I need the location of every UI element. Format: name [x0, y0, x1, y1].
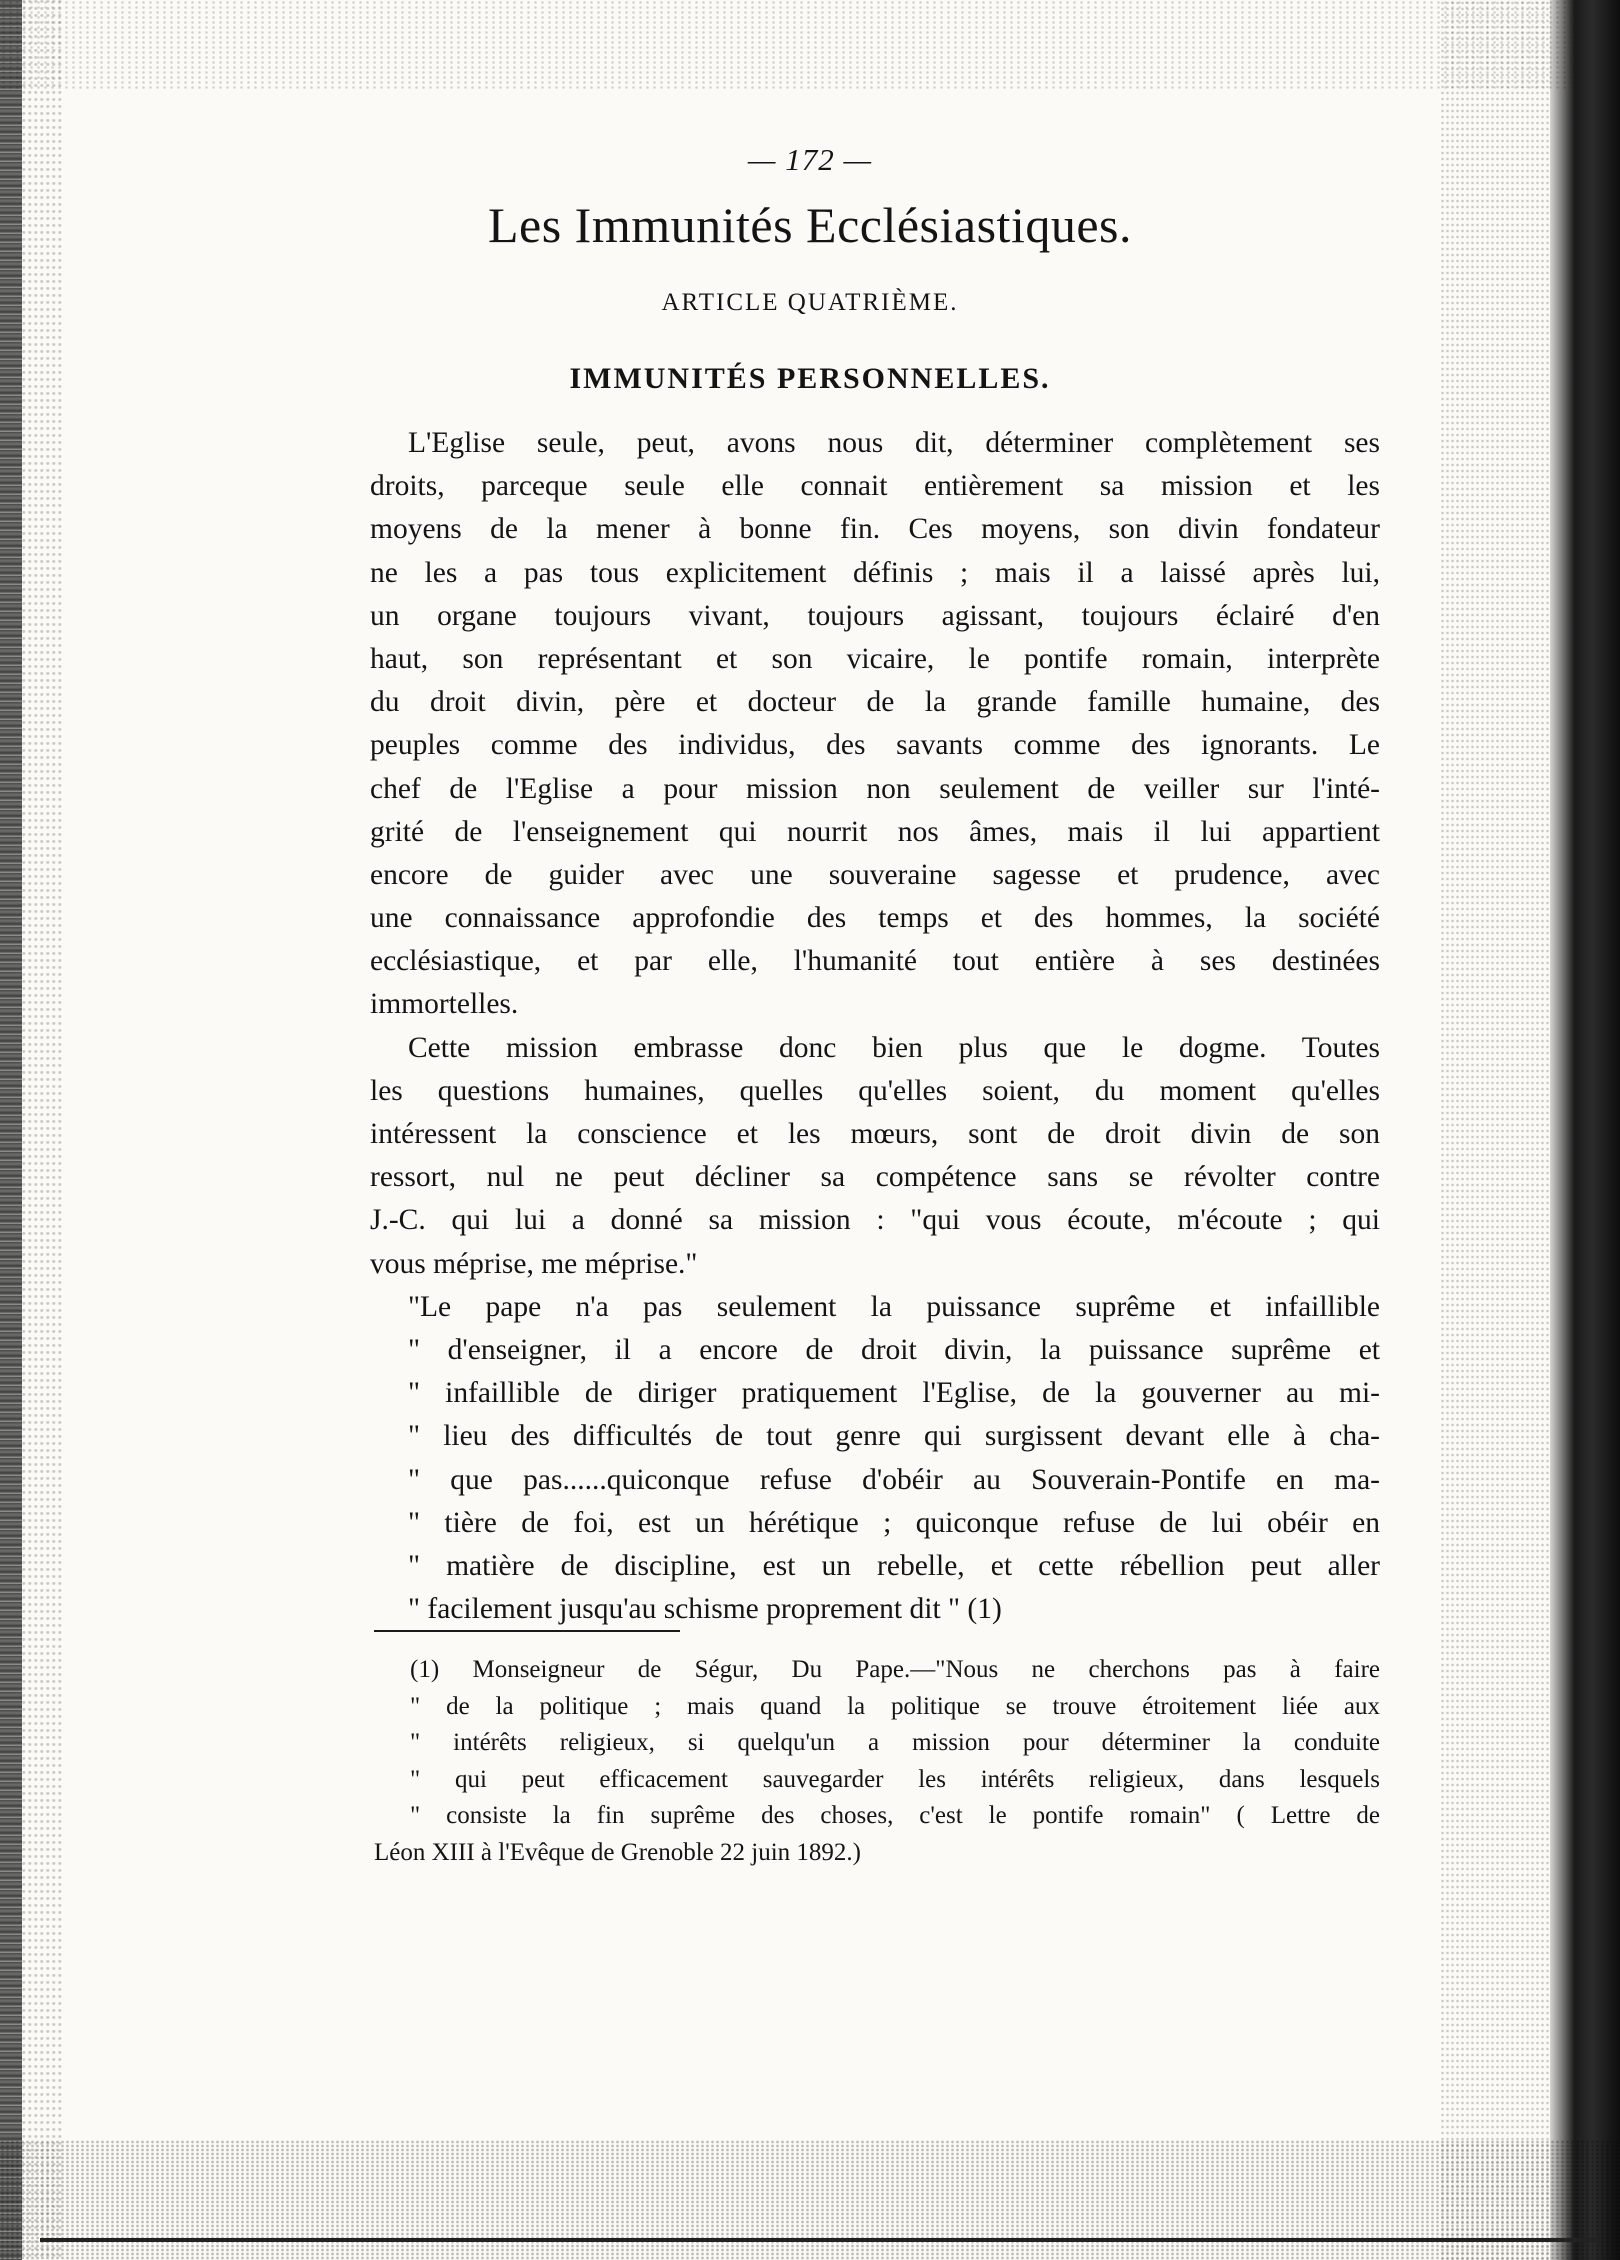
quote-line: "Le pape n'a pas seulement la puissance suprême et infaillible [408, 1290, 1380, 1323]
text-line: ne les a pas tous explicitement définis ; mais il a laissé après lui, [370, 556, 1380, 589]
text-line: vous méprise, me méprise." [370, 1247, 698, 1280]
text-line: les questions humaines, quelles qu'elles soient, du moment qu'elles [370, 1074, 1380, 1107]
text-line: ecclésiastique, et par elle, l'humanité tout entière à ses destinées [370, 945, 1380, 978]
text-line: un organe toujours vivant, toujours agissant, toujours éclairé d'en [370, 599, 1380, 632]
page-title: Les Immunités Ecclésiastiques. [487, 197, 1132, 253]
page-number: — 172 — [747, 142, 873, 177]
scan-left-noise [22, 0, 62, 2260]
article-heading: ARTICLE QUATRIÈME. [661, 289, 959, 316]
quote-line: " tière de foi, est un hérétique ; quiconque refuse de lui obéir en [408, 1506, 1380, 1539]
quote-line: " que pas......quiconque refuse d'obéir au Souverain-Pontife en ma- [408, 1463, 1380, 1496]
scan-bottom-border [40, 2238, 1600, 2242]
footnote-line: " intérêts religieux, si quelqu'un a mission pour déterminer la conduite [410, 1729, 1380, 1756]
quote-line: " infaillible de diriger pratiquement l'Eglise, de la gouverner au mi- [408, 1377, 1380, 1410]
text-line: haut, son représentant et son vicaire, le pontife romain, interprète [370, 642, 1380, 675]
footnote-divider [374, 1630, 680, 1632]
text-line: droits, parceque seule elle connait entièrement sa mission et les [370, 470, 1380, 503]
text-line: chef de l'Eglise a pour mission non seulement de veiller sur l'inté- [370, 772, 1380, 805]
text-line: Cette mission embrasse donc bien plus que le dogme. Toutes [408, 1031, 1380, 1064]
quote-line: " facilement jusqu'au schisme proprement dit " (1) [408, 1593, 1002, 1626]
text-line: intéressent la conscience et les mœurs, sont de droit divin de son [370, 1118, 1380, 1150]
text-line: ressort, nul ne peut décliner sa compétence sans se révolter contre [370, 1161, 1380, 1194]
footnote-line: (1) Monseigneur de Ségur, Du Pape.—"Nous ne cherchons pas à faire [410, 1656, 1380, 1683]
text-line: L'Eglise seule, peut, avons nous dit, déterminer complètement ses [408, 427, 1380, 459]
footnote-line: Léon XIII à l'Evêque de Grenoble 22 juin 1892.) [374, 1838, 861, 1866]
text-line: une connaissance approfondie des temps et des hommes, la société [370, 902, 1380, 935]
scan-left-border [0, 0, 22, 2260]
quote-line: " d'enseigner, il a encore de droit divin, la puissance suprême et [408, 1333, 1380, 1366]
footnote [374, 1652, 1380, 1871]
text-line: peuples comme des individus, des savants comme des ignorants. Le [370, 729, 1380, 762]
scan-right-border [1550, 0, 1620, 2260]
text-line: grité de l'enseignement qui nourrit nos âmes, mais il lui appartient [370, 815, 1380, 848]
footnote-line: " de la politique ; mais quand la politique se trouve étroitement liée aux [410, 1692, 1380, 1720]
text-line: du droit divin, père et docteur de la grande famille humaine, des [370, 686, 1380, 719]
body-text [370, 422, 1380, 1631]
scan-bottom-noise [0, 2140, 1620, 2260]
text-line: J.-C. qui lui a donné sa mission : "qui vous écoute, m'écoute ; qui [370, 1204, 1380, 1237]
text-line: moyens de la mener à bonne fin. Ces moyens, son divin fondateur [370, 513, 1380, 546]
text-line: encore de guider avec une souveraine sagesse et prudence, avec [370, 858, 1380, 891]
footnote-line: " qui peut efficacement sauvegarder les intérêts religieux, dans lesquels [410, 1765, 1380, 1793]
footnote-line: " consiste la fin suprême des choses, c'est le pontife romain" ( Lettre de [410, 1802, 1380, 1829]
text-line: immortelles. [370, 988, 519, 1021]
scan-top-noise [0, 0, 1620, 90]
quote-line: " lieu des difficultés de tout genre qui surgissent devant elle à cha- [408, 1420, 1380, 1453]
quote-line: " matière de discipline, est un rebelle, et cette rébellion peut aller [408, 1549, 1380, 1582]
scan-right-noise [1440, 0, 1550, 2260]
section-heading: IMMUNITÉS PERSONNELLES. [569, 362, 1051, 395]
